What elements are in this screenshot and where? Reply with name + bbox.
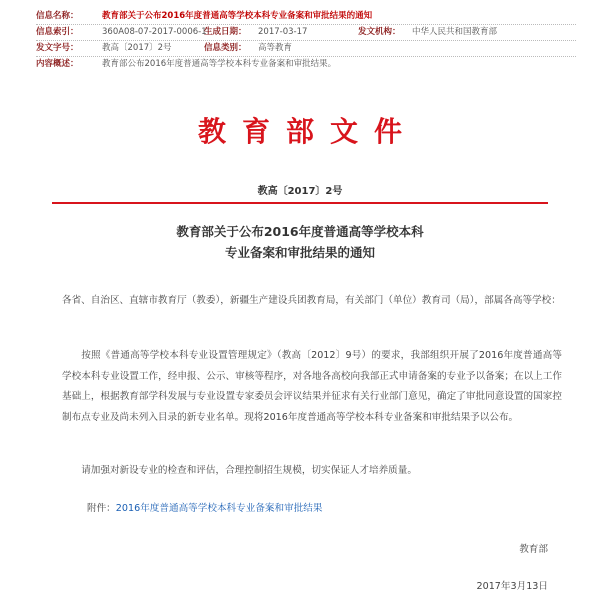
info-index-value: 360A08-07-2017-0006-1 [102,27,207,37]
body-paragraph-2: 请加强对新设专业的检查和评估，合理控制招生规模，切实保证人才培养质量。 [81,465,417,476]
info-category-label: 信息类别： [204,43,247,53]
info-row-name [36,8,576,24]
info-table [36,8,576,72]
red-divider [52,202,548,204]
info-agency-value: 中华人民共和国教育部 [412,27,498,37]
attachment-label: 附件： [87,503,116,514]
notice-title-line1: 教育部关于公布2016年度普通高等学校本科 [176,224,424,239]
attachment-line [87,499,322,519]
info-summary-value: 教育部公布2016年度普通高等学校本科专业备案和审批结果。 [102,59,337,69]
notice-title-line2: 专业备案和审批结果的通知 [224,245,375,260]
info-name-value: 教育部关于公布2016年度普通高等学校本科专业备案和审批结果的通知 [102,11,373,21]
sign-date: 2017年3月13日 [476,581,548,592]
info-row-docno [36,40,576,56]
salutation: 各省、自治区、直辖市教育厅（教委），新疆生产建设兵团教育局，有关部门（单位）教育司（局），部属各高等学校： [62,295,561,306]
info-row-summary [36,56,576,72]
info-date-value: 2017-03-17 [258,27,308,37]
attachment-link[interactable]: 2016年度普通高等学校本科专业备案和审批结果 [115,503,323,514]
notice-title [0,221,600,263]
info-summary-label: 内容概述： [36,59,79,69]
document-header: 教育部文件 [197,115,418,148]
info-docno-value: 教高〔2017〕2号 [102,43,172,53]
body-paragraph-1: 按照《普通高等学校本科专业设置管理规定》（教高〔2012〕9号）的要求，我部组织开展了2016年度普通高等学校本科专业设置工作，经申报、公示、审核等程序，对各地各高校向我部正式申请备案的专业予以备案；在以上工作基础上，根据教育部学科发展与专业设置专家委员会评议结果并征求有关行业部门意见，确定了审批同意设置的国家控制布点专业及尚未列入目录的新专业名单。现将2016年度普通高等学校本科专业备案和审批结果予以公布。 [62,350,562,423]
info-category-value: 高等教育 [258,43,293,53]
info-name-label: 信息名称： [36,11,79,21]
signature: 教育部 [519,544,548,555]
info-docno-label: 发文字号： [36,43,79,53]
info-agency-label: 发文机构： [358,27,401,37]
info-index-label: 信息索引： [36,27,79,37]
info-row-index [36,24,576,40]
document-number: 教高〔2017〕2号 [257,186,343,197]
info-date-label: 生成日期： [204,27,247,37]
